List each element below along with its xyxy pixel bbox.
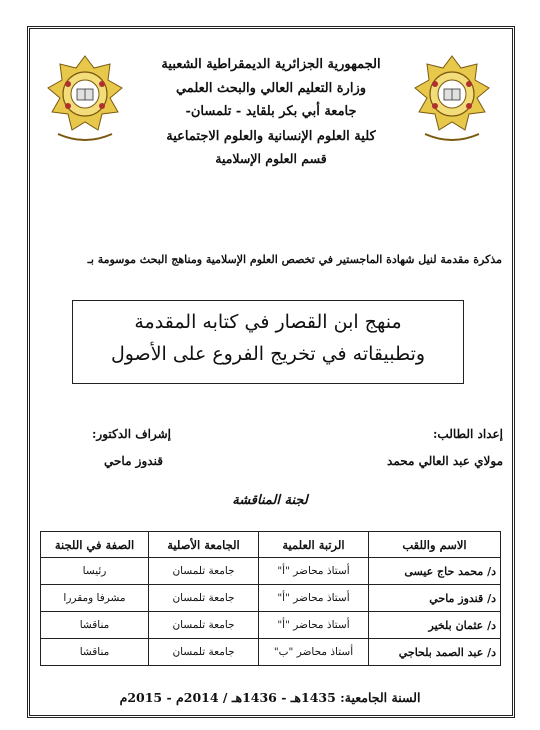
table-row xyxy=(41,558,501,585)
student-label: إعداد الطالب: xyxy=(432,427,503,441)
table-row xyxy=(41,639,501,666)
academic-year: السنة الجامعية: 1435هـ - 1436هـ / 2014م - 2015م xyxy=(119,690,421,705)
member-university: جامعة تلمسان xyxy=(149,639,259,666)
university-emblem-right-icon xyxy=(413,54,491,144)
header-university: الجامعة الأصلية xyxy=(149,532,259,558)
member-role: مناقشا xyxy=(41,612,149,639)
table-header-row xyxy=(41,532,501,558)
university-emblem-left-icon xyxy=(46,54,124,144)
thesis-title-line-1: منهج ابن القصار في كتابه المقدمة xyxy=(134,311,402,333)
member-role: مشرفا ومقررا xyxy=(41,585,149,612)
header-name: الاسم واللقب xyxy=(369,532,501,558)
member-rank: أستاذ محاضر "أ" xyxy=(259,612,369,639)
member-university: جامعة تلمسان xyxy=(149,558,259,585)
member-rank: أستاذ محاضر "أ" xyxy=(259,558,369,585)
member-name: د/ عثمان بلخير xyxy=(369,612,501,639)
faculty-name: كلية العلوم الإنسانية والعلوم الاجتماعية xyxy=(166,129,376,144)
supervisor-name: قندوز ماحي xyxy=(104,454,163,468)
member-role: مناقشا xyxy=(41,639,149,666)
supervisor-label: إشراف الدكتور: xyxy=(92,427,172,441)
member-university: جامعة تلمسان xyxy=(149,585,259,612)
committee-table xyxy=(40,531,501,666)
department-name: قسم العلوم الإسلامية xyxy=(215,151,327,166)
ministry-name: وزارة التعليم العالي والبحث العلمي xyxy=(175,81,367,96)
header-role: الصفة في اللجنة xyxy=(41,532,149,558)
header-rank: الرتبة العلمية xyxy=(259,532,369,558)
member-rank: أستاذ محاضر "ب" xyxy=(259,639,369,666)
member-rank: أستاذ محاضر "أ" xyxy=(259,585,369,612)
member-role: رئيسا xyxy=(41,558,149,585)
republic-name: الجمهورية الجزائرية الديمقراطية الشعبية xyxy=(161,57,381,72)
student-name: مولاي عبد العالي محمد xyxy=(387,454,503,468)
thesis-title-line-2: وتطبيقاته في تخريج الفروع على الأصول xyxy=(110,343,426,365)
committee-title: لجنة المناقشة xyxy=(232,493,308,508)
university-name: جامعة أبي بكر بلقايد - تلمسان- xyxy=(185,104,357,119)
member-name: د/ عبد الصمد بلحاجي xyxy=(369,639,501,666)
table-row xyxy=(41,585,501,612)
member-university: جامعة تلمسان xyxy=(149,612,259,639)
table-row xyxy=(41,612,501,639)
thesis-statement: مذكرة مقدمة لنيل شهادة الماجستير في تخصص العلوم الإسلامية ومناهج البحث موسومة بـ xyxy=(87,253,502,266)
member-name: د/ قندوز ماحي xyxy=(369,585,501,612)
thesis-title-box xyxy=(72,300,464,384)
member-name: د/ محمد حاج عيسى xyxy=(369,558,501,585)
